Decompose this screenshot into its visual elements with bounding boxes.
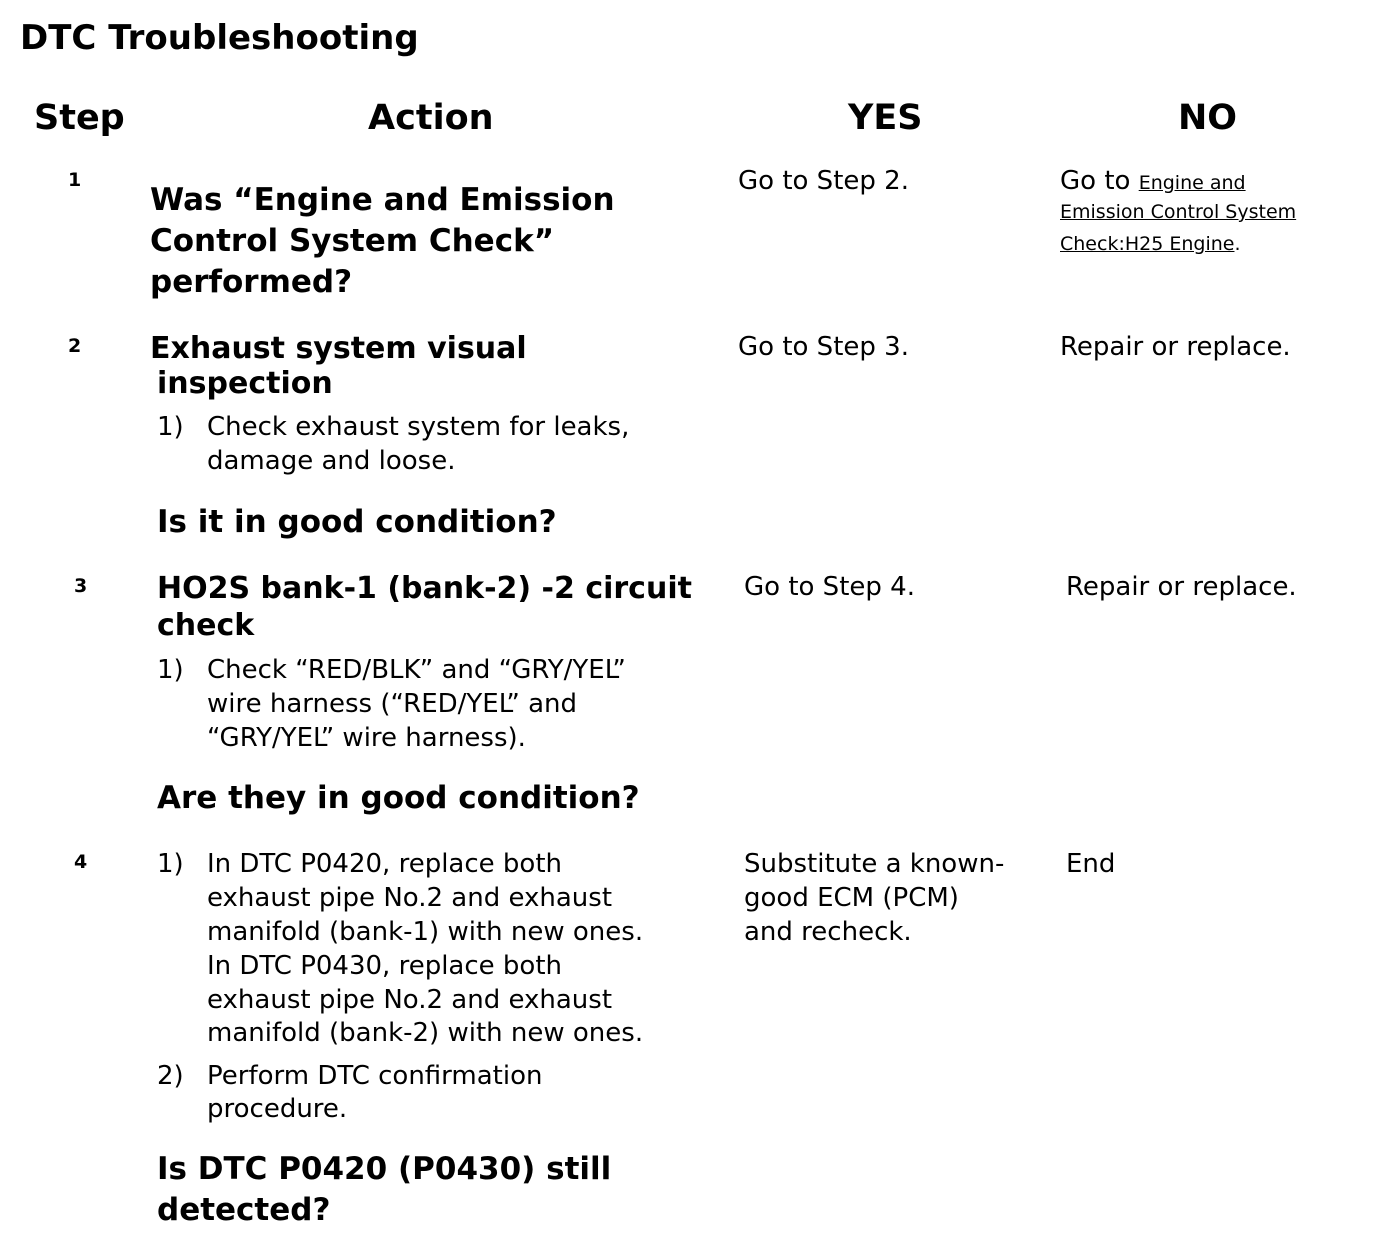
step-3-item-1-line-2: wire harness (“RED/YEL” and (207, 689, 578, 719)
step-4-item-2-line-2: procedure. (207, 1094, 348, 1124)
step-2-heading-line-1: Exhaust system visual (150, 331, 527, 366)
step-1-yes: Go to Step 2. (738, 166, 909, 196)
step-1-no-line-3 (1060, 230, 1241, 258)
step-4-item-1-line-5: exhaust pipe No.2 and exhaust (207, 985, 613, 1015)
step-4-item-1-line-6: manifold (bank-2) with new ones. (207, 1018, 644, 1048)
step-4-item-1-number: 1) (157, 849, 184, 879)
step-2-heading-line-2: inspection (157, 366, 333, 401)
step-4-item-1-line-4: In DTC P0430, replace both (207, 951, 562, 981)
step-4-question-line-2: detected? (157, 1192, 331, 1228)
step-1-no (1060, 164, 1246, 198)
step-4-no: End (1066, 849, 1116, 879)
step-3-question: Are they in good condition? (157, 780, 640, 816)
header-step: Step (34, 98, 125, 138)
step-4-item-1-line-2: exhaust pipe No.2 and exhaust (207, 883, 613, 913)
step-4-item-1-line-1: In DTC P0420, replace both (207, 849, 562, 879)
page-title: DTC Troubleshooting (20, 18, 419, 58)
step-3-item-1-line-1: Check “RED/BLK” and “GRY/YEL” (207, 655, 626, 685)
step-number-1: 1 (68, 169, 82, 191)
step-4-yes-line-2: good ECM (PCM) (744, 883, 959, 913)
header-action: Action (368, 98, 494, 138)
step-4-item-2-line-1: Perform DTC confirmation (207, 1061, 543, 1091)
step-number-2: 2 (68, 335, 82, 357)
step-1-no-link-line-2[interactable]: Emission Control System (1060, 201, 1297, 223)
step-4-item-2-number: 2) (157, 1061, 184, 1091)
step-3-no: Repair or replace. (1066, 572, 1297, 602)
step-1-no-suffix: . (1234, 233, 1241, 255)
step-4-yes-line-1: Substitute a known- (744, 849, 1005, 879)
step-2-question: Is it in good condition? (157, 504, 557, 540)
header-no: NO (1178, 98, 1238, 138)
step-4-item-1-line-3: manifold (bank-1) with new ones. (207, 917, 644, 947)
step-2-item-1-number: 1) (157, 412, 184, 442)
step-2-no: Repair or replace. (1060, 332, 1291, 362)
step-1-no-link-line-3[interactable]: Check:H25 Engine (1060, 233, 1235, 255)
step-3-heading-line-1: HO2S bank-1 (bank-2) -2 circuit (157, 571, 692, 606)
step-number-4: 4 (74, 851, 88, 873)
step-2-yes: Go to Step 3. (738, 332, 909, 362)
step-3-item-1-line-3: “GRY/YEL” wire harness). (207, 723, 526, 753)
step-1-no-link-line-1[interactable]: Engine and (1138, 172, 1246, 194)
step-1-question-line-3: performed? (150, 264, 353, 300)
step-4-question-line-1: Is DTC P0420 (P0430) still (157, 1151, 612, 1187)
step-3-item-1-number: 1) (157, 655, 184, 685)
header-yes: YES (848, 98, 923, 138)
step-1-question-line-2: Control System Check” (150, 223, 555, 259)
step-1-no-prefix: Go to (1060, 166, 1139, 196)
step-number-3: 3 (74, 575, 88, 597)
step-3-heading-line-2: check (157, 608, 255, 643)
step-4-yes-line-3: and recheck. (744, 917, 912, 947)
step-2-item-1-line-2: damage and loose. (207, 446, 456, 476)
step-2-item-1-line-1: Check exhaust system for leaks, (207, 412, 630, 442)
step-3-yes: Go to Step 4. (744, 572, 915, 602)
step-1-question-line-1: Was “Engine and Emission (150, 182, 615, 218)
